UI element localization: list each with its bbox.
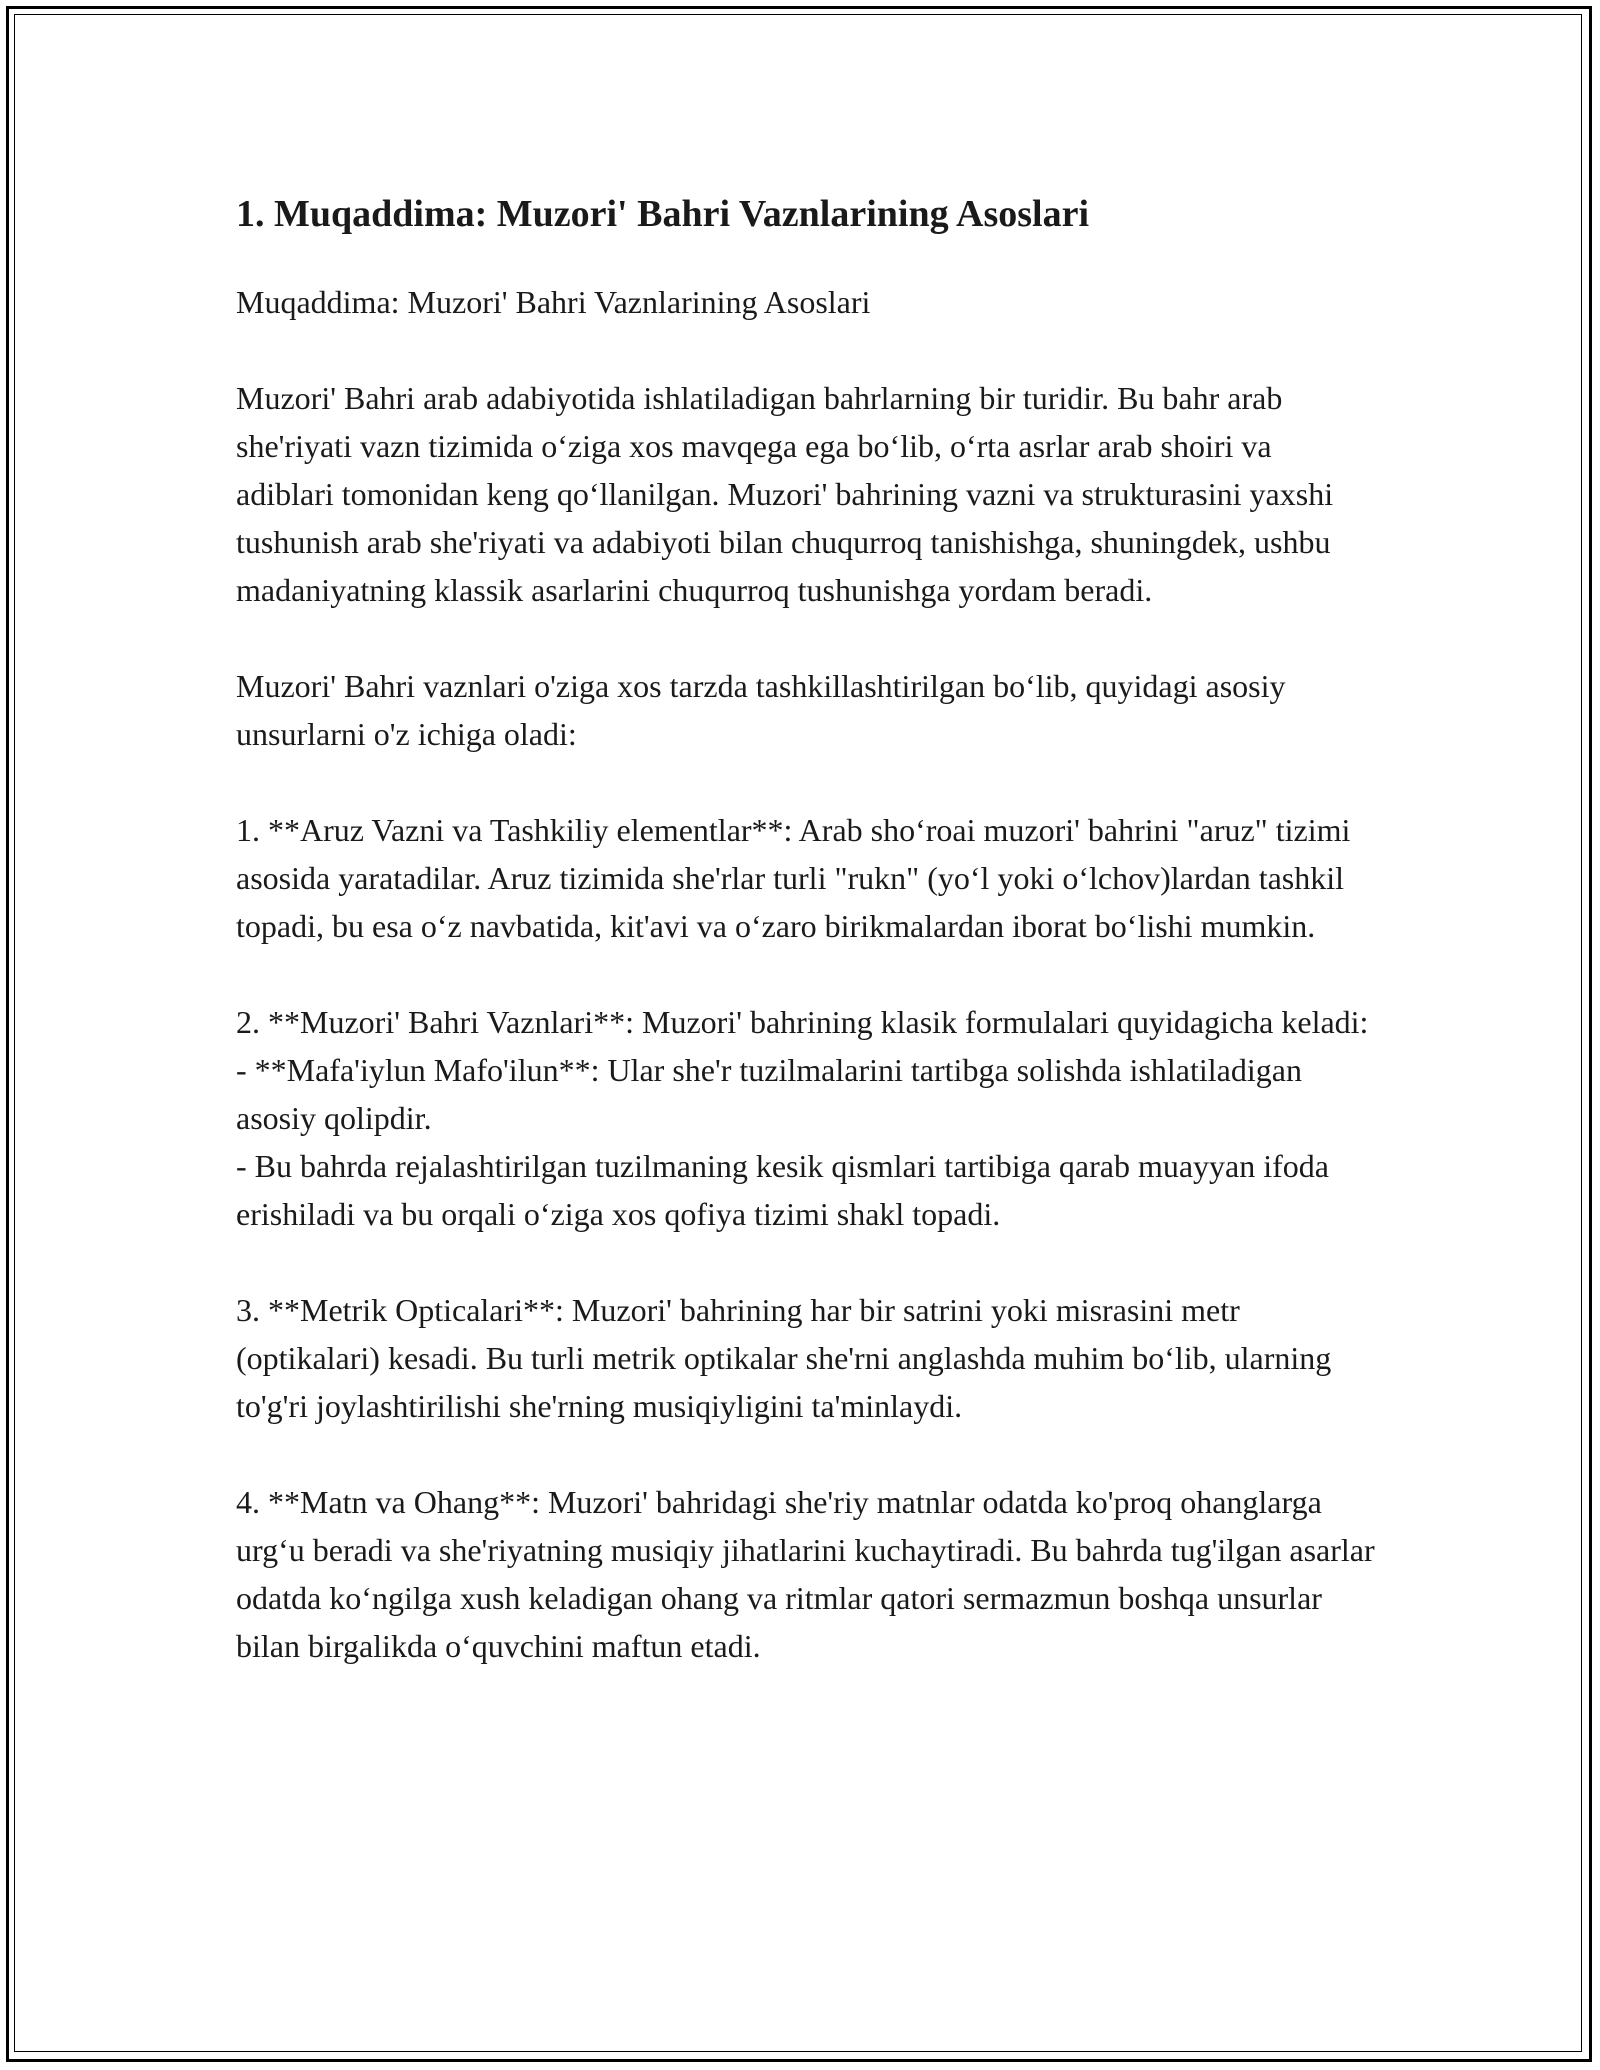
section-heading: 1. Muqaddima: Muzori' Bahri Vaznlarining Asoslari [236, 193, 1089, 235]
list-item-vaznlari: 2. **Muzori' Bahri Vaznlari**: Muzori' bahrining klasik formulalari quyidagicha keladi: - **Mafa'iylun Mafo'ilun**: Ular she'r tuzilmalarini tartibga solishda ishlatiladigan asosiy qolipdir. - Bu bahrda rejalashtirilgan tuzilmaning kesik qismlari tartibiga qarab muayyan ifoda erishiladi va bu orqali o‘ziga xos qofiya tizimi shakl topadi. [236, 1004, 1369, 1232]
list-item-aruz: 1. **Aruz Vazni va Tashkiliy elementlar**: Arab sho‘roai muzori' bahrini "aruz" tizimi asosida yaratadilar. Aruz tizimida she'rlar turli "rukn" (yo‘l yoki o‘lchov)lardan tashkil topadi, bu esa o‘z navbatida, kit'avi va o‘zaro birikmalardan iborat bo‘lishi mumkin. [236, 812, 1351, 944]
list-item-ohang: 4. **Matn va Ohang**: Muzori' bahridagi she'riy matnlar odatda ko'proq ohanglarga urg‘u beradi va she'riyatning musiqiy jihatlarini kuchaytiradi. Bu bahrda tug'ilgan asarlar odatda ko‘ngilga xush keladigan ohang va ritmlar qatori sermazmun boshqa unsurlar bilan birgalikda o‘quvchini maftun etadi. [236, 1484, 1375, 1664]
paragraph-elements-intro: Muzori' Bahri vaznlari o'ziga xos tarzda tashkillashtirilgan bo‘lib, quyidagi asosiy unsurlarni o'z ichiga oladi: [236, 668, 1286, 752]
paragraph-intro: Muzori' Bahri arab adabiyotida ishlatiladigan bahrlarning bir turidir. Bu bahr arab she'riyati vazn tizimida o‘ziga xos mavqega ega bo‘lib, o‘rta asrlar arab shoiri va adiblari tomonidan keng qo‘llanilgan. Muzori' bahrining vazni va strukturasini yaxshi tushunish arab she'riyati va adabiyoti bilan chuqurroq tanishishga, shuningdek, ushbu madaniyatning klassik asarlarini chuqurroq tushunishga yordam beradi. [236, 380, 1334, 608]
list-item-metrik: 3. **Metrik Opticalari**: Muzori' bahrining har bir satrini yoki misrasini metr (optikalari) kesadi. Bu turli metrik optikalar she'rni anglashda muhim bo‘lib, ularning to'g'ri joylashtirilishi she'rning musiqiyligini ta'minlaydi. [236, 1292, 1332, 1424]
section-subtitle: Muqaddima: Muzori' Bahri Vaznlarining Asoslari [236, 284, 871, 320]
document-body [236, 186, 1376, 1670]
